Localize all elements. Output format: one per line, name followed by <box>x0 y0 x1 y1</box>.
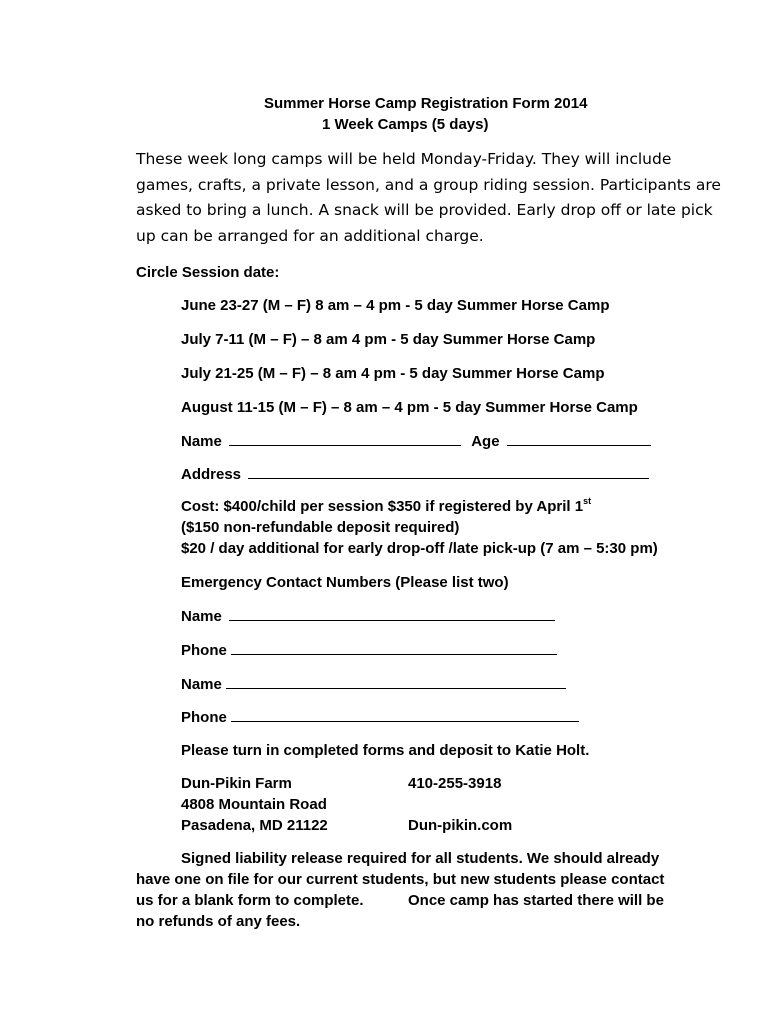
intro-line: games, crafts, a private lesson, and a group riding session. Participants are <box>136 176 721 194</box>
emergency-phone-row <box>181 706 579 728</box>
cost-line <box>181 496 591 517</box>
emergency-phone-label: Phone <box>181 642 227 659</box>
emergency-name-blank[interactable] <box>226 673 566 689</box>
emergency-name-row <box>181 673 566 695</box>
emergency-name-label: Name <box>181 676 222 693</box>
age-label: Age <box>471 433 500 450</box>
session-option[interactable]: August 11-15 (M – F) – 8 am – 4 pm - 5 day Summer Horse Camp <box>181 399 638 416</box>
circle-session-label: Circle Session date: <box>136 264 280 281</box>
session-option[interactable]: July 21-25 (M – F) – 8 am 4 pm - 5 day Summer Horse Camp <box>181 365 605 382</box>
emergency-name-row <box>181 605 555 627</box>
liability-line: have one on file for our current students, but new students please contact <box>136 871 665 888</box>
name-field-row <box>181 430 651 452</box>
liability-line: us for a blank form to complete. <box>136 892 364 909</box>
cost-text: Cost: $400/child per session $350 if registered by April 1 <box>181 498 584 515</box>
farm-name: Dun-Pikin Farm <box>181 775 292 792</box>
cost-superscript: st <box>583 496 592 506</box>
intro-line: asked to bring a lunch. A snack will be provided. Early drop off or late pick <box>136 201 713 219</box>
extra-fee-line: $20 / day additional for early drop-off /late pick-up (7 am – 5:30 pm) <box>181 540 658 557</box>
name-blank[interactable] <box>229 430 461 446</box>
emergency-name-label: Name <box>181 608 222 625</box>
emergency-phone-blank[interactable] <box>231 706 579 722</box>
emergency-phone-label: Phone <box>181 709 227 726</box>
age-blank[interactable] <box>507 430 651 446</box>
farm-website: Dun-pikin.com <box>408 817 513 834</box>
liability-line: Once camp has started there will be <box>408 892 664 909</box>
emergency-name-blank[interactable] <box>229 605 555 621</box>
form-title: Summer Horse Camp Registration Form 2014 <box>264 95 588 112</box>
farm-city: Pasadena, MD 21122 <box>181 817 328 834</box>
session-option[interactable]: July 7-11 (M – F) – 8 am 4 pm - 5 day Summer Horse Camp <box>181 331 596 348</box>
intro-line: up can be arranged for an additional charge. <box>136 227 484 245</box>
emergency-phone-blank[interactable] <box>231 639 557 655</box>
name-label: Name <box>181 433 222 450</box>
address-label: Address <box>181 466 242 483</box>
emergency-heading: Emergency Contact Numbers (Please list two) <box>181 574 509 591</box>
address-blank[interactable] <box>248 463 649 479</box>
liability-line: Signed liability release required for all students. We should already <box>181 850 660 867</box>
farm-phone: 410-255-3918 <box>408 775 502 792</box>
farm-street: 4808 Mountain Road <box>181 796 327 813</box>
form-subtitle: 1 Week Camps (5 days) <box>322 116 489 133</box>
address-field-row <box>181 463 649 485</box>
liability-line: no refunds of any fees. <box>136 913 301 930</box>
session-option[interactable]: June 23-27 (M – F) 8 am – 4 pm - 5 day Summer Horse Camp <box>181 297 610 314</box>
emergency-phone-row <box>181 639 557 661</box>
deposit-line: ($150 non-refundable deposit required) <box>181 519 460 536</box>
turn-in-instruction: Please turn in completed forms and deposit to Katie Holt. <box>181 742 590 759</box>
intro-line: These week long camps will be held Monday-Friday. They will include <box>136 150 672 168</box>
